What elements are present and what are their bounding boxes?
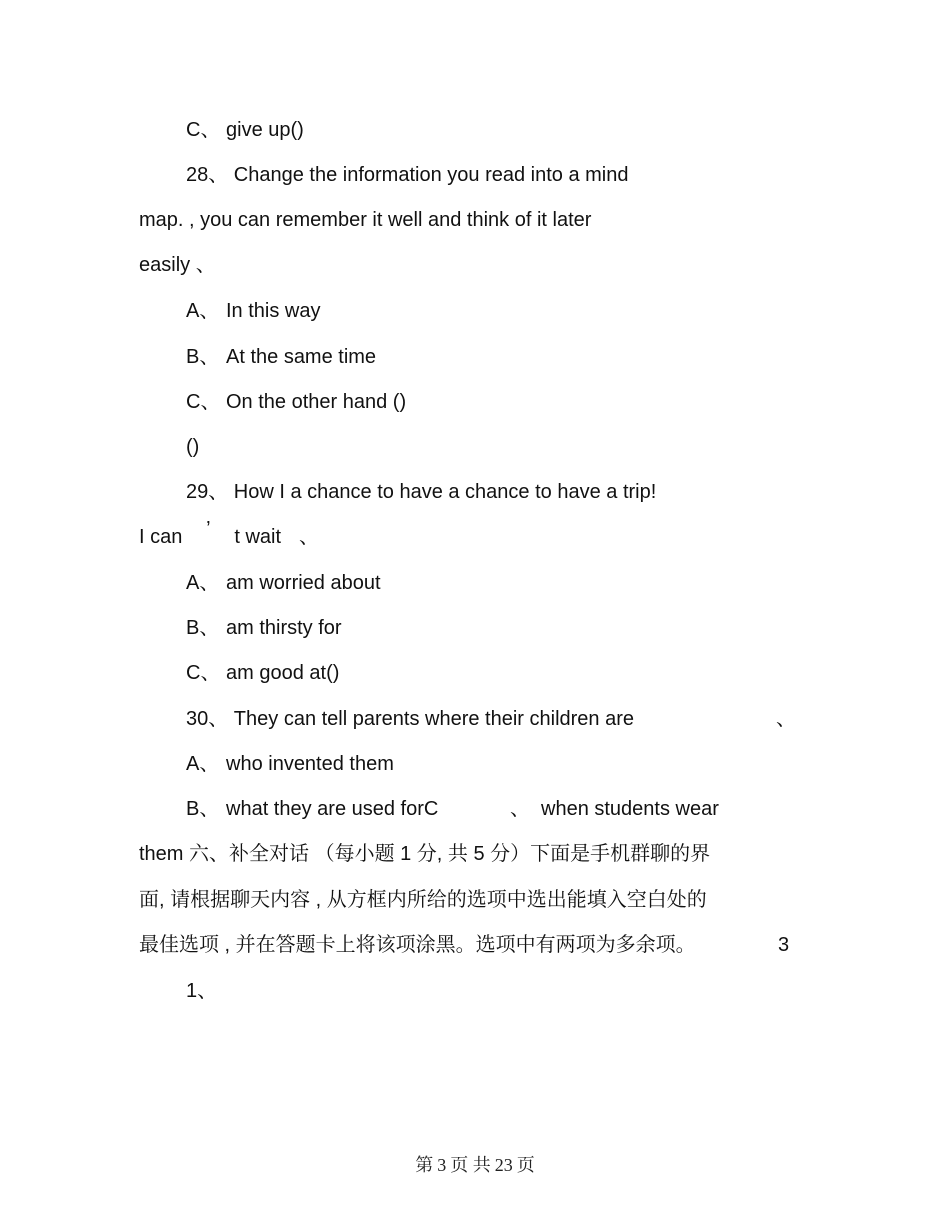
section-6-item-1: 1、 — [186, 980, 218, 1002]
q28-stem-line-2: map. , you can remember it well and think of it later — [139, 209, 592, 231]
option-label: A、 — [186, 572, 220, 594]
footer-page-number: 3 — [437, 1155, 447, 1175]
q29-stem-line-2 — [139, 518, 320, 550]
option-text: what they are used forC — [226, 798, 439, 820]
q29-option-b — [186, 615, 342, 641]
option-label: B、 — [186, 617, 220, 639]
option-label: B、 — [186, 346, 220, 368]
q29-option-a — [186, 570, 381, 596]
option-text: In this way — [226, 300, 321, 322]
footer-prefix: 第 — [415, 1155, 434, 1175]
section-6-line-3: 最佳选项 , 并在答题卡上将该项涂黑。选项中有两项为多余项。 — [139, 934, 696, 956]
option-label: A、 — [186, 300, 220, 322]
option-label: A、 — [186, 753, 220, 775]
option-text: On the other hand () — [226, 391, 407, 413]
q29-stem-line-1: 29、 How I a chance to have a chance to have a trip! — [186, 481, 657, 503]
q27-option-c — [186, 117, 304, 143]
q30-stem-tail: 、 — [776, 708, 796, 730]
q28-stem-line-1: 28、 Change the information you read into a mind — [186, 164, 629, 186]
option-text: am thirsty for — [226, 617, 342, 639]
option-text: who invented them — [226, 753, 394, 775]
option-text: give up() — [226, 119, 304, 141]
section-6-line-1: them 六、补全对话 （每小题 1 分, 共 5 分）下面是手机群聊的界 — [139, 843, 711, 865]
q29-text-d: 、 — [299, 526, 320, 548]
answer-parentheses: () — [186, 436, 200, 458]
option-text: am good at() — [226, 662, 340, 684]
footer-mid: 页 共 — [450, 1155, 491, 1175]
section-6-line-3-tail: 3 — [778, 934, 790, 956]
q28-option-b — [186, 344, 376, 370]
q30-option-c-text: when students wear — [541, 798, 719, 820]
q28-option-c — [186, 389, 406, 415]
section-6-line-2: 面, 请根据聊天内容 , 从方框内所给的选项中选出能填入空白处的 — [139, 889, 707, 911]
q29-option-c — [186, 660, 339, 686]
q28-option-a — [186, 298, 320, 324]
q30-stem-line-1: 30、 They can tell parents where their children are — [186, 708, 635, 730]
q28-stem-line-3: easily 、 — [139, 254, 216, 276]
option-label: B、 — [186, 798, 220, 820]
q29-text-c: t wait — [234, 526, 282, 548]
footer-suffix: 页 — [516, 1155, 535, 1175]
page-footer — [0, 1153, 950, 1177]
option-text: At the same time — [226, 346, 377, 368]
q30-option-a — [186, 751, 394, 777]
footer-total-pages: 23 — [494, 1155, 513, 1175]
q30-option-b — [186, 796, 438, 822]
option-text: am worried about — [226, 572, 381, 594]
option-label: C、 — [186, 662, 221, 684]
q29-text-a: I can — [139, 526, 183, 548]
q30-option-separator: 、 — [510, 798, 530, 820]
option-label: C、 — [186, 391, 221, 413]
option-label: C、 — [186, 119, 221, 141]
q29-apostrophe: ’ — [206, 518, 211, 540]
